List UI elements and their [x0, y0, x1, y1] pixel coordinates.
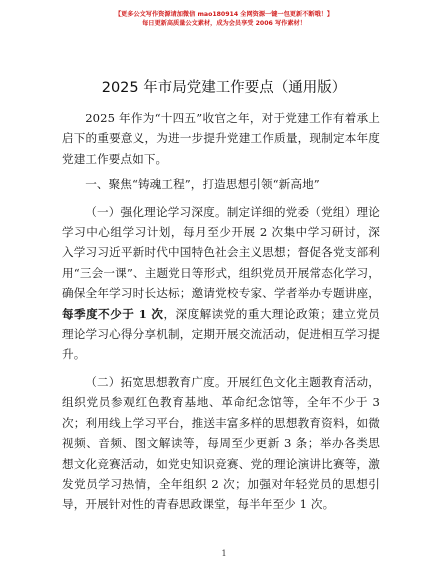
- body-paragraph: （二）拓宽思想教育广度。开展红色文化主题教育活动，组织党员参观红色教育基地、革命纪念馆等，全年不少于 3 次；利用线上学习平台，推送丰富多样的思想教育资料，如微视频、音频、图文解读等，每周至少更新 3 条；举办各类思想文化竞赛活动，如党史知识竞赛、党的理论演讲比赛等，激发党员学习热情，全年组织 2 次；加强对年轻党员的思想引导，开展针对性的青春思政课堂，每半年至少 1 次。: [62, 374, 380, 512]
- intro-paragraph: 2025 年作为“十四五”收官之年，对于党建工作有着承上启下的重要意义，为进一步提升党建工作质量，现制定本年度党建工作要点如下。: [62, 111, 380, 166]
- body-paragraph: [62, 202, 380, 365]
- page-number: 1: [221, 549, 227, 558]
- document-title: 2025 年市局党建工作要点（通用版）: [101, 80, 347, 96]
- document-body: [62, 108, 380, 515]
- paragraph-text: （一）强化理论学习深度。制定详细的党委（党组）理论学习中心组学习计划，每月至少开展 2 次集中学习研讨，深入学习习近平新时代中国特色社会主义思想；督促各党支部利用“三会一课”、主题党日等形式，组织党员开展常态化学习，确保全年学习时长达标；邀请党校专家、学者举办专题讲座，: [62, 204, 380, 301]
- promo-banner-line-2: 每日更新高质量公文素材，成为会员享受 2006 写作素材！: [142, 20, 306, 27]
- emphasized-text: 每季度不少于 1 次: [62, 306, 164, 321]
- section-heading: 一、聚焦“铸魂工程”，打造思想引领“新高地”: [85, 177, 320, 192]
- promo-banner-line-1: 【更多公文写作资源请加微信 mao180914 全网资源一键一包更新不断哦！】: [114, 11, 334, 18]
- promo-banner: [0, 10, 448, 28]
- paragraph-text: ，深度解读党的重大理论政策；建立党员理论学习心得分享机制，定期开展交流活动，促进相互学习提升。: [62, 306, 380, 362]
